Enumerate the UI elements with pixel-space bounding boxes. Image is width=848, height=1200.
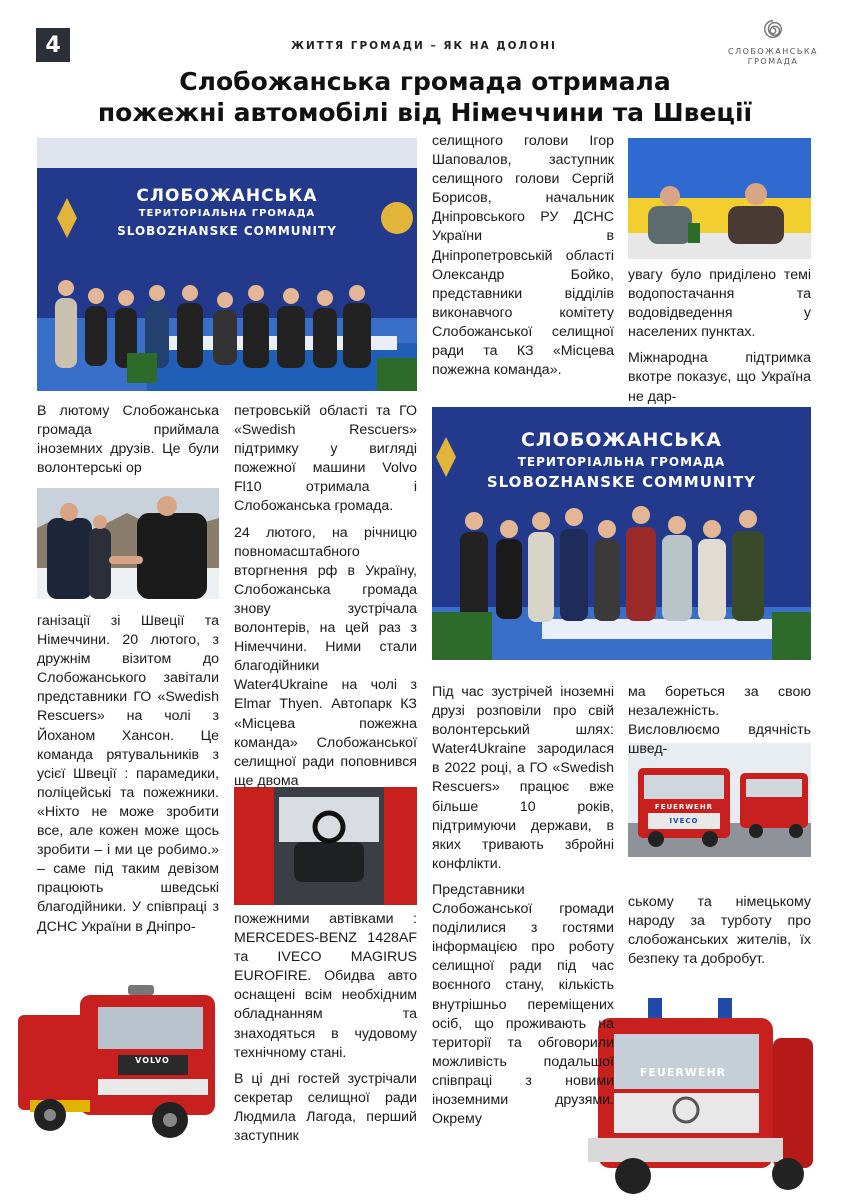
col2-paragraph-4: В ці дні гостей зустрічали секретар селищної ради Людмила Лагода, перший заступник	[234, 1070, 417, 1145]
feuerwehr-lettering: FEUERWEHR	[639, 1066, 727, 1079]
mercedes-fire-truck-photo	[588, 988, 820, 1194]
col4-text-mid: ма бореться за свою незалежність. Висловлюємо вдячність швед-	[628, 684, 811, 758]
banner2-subtitle: ТЕРИТОРІАЛЬНА ГРОМАДА	[517, 455, 726, 469]
truck-brand: IVECO	[669, 817, 699, 825]
banner-subtitle: ТЕРИТОРІАЛЬНА ГРОМАДА	[138, 208, 316, 219]
banner-title: СЛОБОЖАНСЬКА	[136, 186, 318, 206]
col3-text-bottom	[432, 683, 614, 1129]
col2-paragraph-2: 24 лютого, на річницю повномасштабного вторгнення рф в Україну, Слобожанська громада знову зустрічала волонтерів, на цей раз з Німеччини. Ними стали благодійники Water4Ukraine на чолі з Elmar Thyen. Автопарк КЗ «Місцева пожежна команда» Слобожанської селищної ради поповнився ще двома	[234, 524, 417, 789]
volvo-fire-truck-photo	[10, 975, 222, 1145]
headline-line-2: пожежні автомобілі від Німеччини та Швеції	[97, 98, 753, 127]
volvo-badge: VOLVO	[135, 1056, 170, 1065]
col4-text-top	[628, 266, 811, 407]
col3-paragraph-3: Представники Слобожанської громади поділилися з гостями інформацією про роботу селищної ради під час воєнного стану, кількість внутрішньо переміщених осіб, що проживають на території та обговорили можливість подальшої співпраці з новими іноземними друзями. Окрему	[432, 881, 614, 1128]
spiral-logo-icon	[762, 18, 784, 40]
banner2-english: SLOBOZHANSKE COMMUNITY	[486, 473, 757, 491]
community-logo	[728, 18, 818, 67]
group-photo-swedish-visit	[37, 138, 417, 391]
logo-text-line2: ГРОМАДА	[747, 57, 799, 66]
col1-text-top: В лютому Слобожанська громада приймала іноземних друзів. Це були волонтерські ор	[37, 403, 219, 477]
truck-cabin-photo	[234, 787, 417, 905]
handshake-photo	[37, 488, 219, 599]
article-headline	[30, 66, 820, 128]
col1-text-main: ганізації зі Швеції та Німеччини. 20 лютого, з дружнім візитом до Слобожанського завітали представники ГО «Swedish Rescuers» на чолі з Йоханом Хансон. Це команда рятувальників з усієї Швеції : парамедики, поліцейські та пожежники. «Ніхто не може зробити все, але кожен може щось зробити – і ми це робимо.» – саме під таким девізом працюють шведські благодійники. У співпраці з ДСНС України в Дніпро-	[37, 613, 219, 935]
banner2-title: СЛОБОЖАНСЬКА	[520, 429, 723, 451]
banner-english: SLOBOZHANSKE COMMUNITY	[117, 224, 337, 238]
meeting-photo	[628, 138, 811, 259]
col2-text-top	[234, 402, 417, 791]
col2-paragraph-3: пожежними автівками : MERCEDES-BENZ 1428AF та IVECO MAGIRUS EUROFIRE. Обидва авто оснащені всім необхідним обладнанням та знаходяться в чудовому технічному стані.	[234, 911, 417, 1061]
two-fire-trucks-photo	[628, 743, 811, 857]
col4-paragraph-2: Міжнародна підтримка вкотре показує, що Україна не дар-	[628, 350, 811, 405]
group-photo-german-visit	[432, 407, 811, 660]
col3-text-top: селищного голови Ігор Шаповалов, заступник селищного голови Сергій Борисов, начальник Дніпровського РУ ДСНС України в Дніпропетровській області Олександр Бойко, представники відділів виконавчого комітету Слобожанської селищної ради та КЗ «Місцева пожежна команда».	[432, 133, 614, 379]
logo-text-line1: СЛОБОЖАНСЬКА	[728, 47, 819, 56]
col4-text-bottom: ському та німецькому народу за турботу про слобожанських жителів, їх безпеку та добробут.	[628, 894, 811, 968]
running-title: ЖИТТЯ ГРОМАДИ – ЯК НА ДОЛОНІ	[291, 40, 557, 52]
truck-lettering: FEUERWEHR	[654, 803, 714, 811]
col3-paragraph-2: Під час зустрічей іноземні друзі розповіли про свій волонтерський шлях: Water4Ukraine зародилася в 2022 році, а ГО «Swedish Rescuers» працює вже більше 10 років, підтримуючи держави, в яких тривають збройні конфлікти.	[432, 684, 614, 872]
col2-paragraph-1: петровській області та ГО «Swedish Rescuers» підтримку у вигляді пожежної машини Volvo Fl10 отримала і Слобожанська громада.	[234, 403, 417, 515]
col4-paragraph-1: увагу було приділено темі водопостачання та водовідведення у населених пунктах.	[628, 267, 811, 341]
col2-text-bottom	[234, 910, 417, 1146]
page-number: 4	[36, 28, 70, 62]
headline-line-1: Слобожанська громада отримала	[179, 67, 671, 96]
